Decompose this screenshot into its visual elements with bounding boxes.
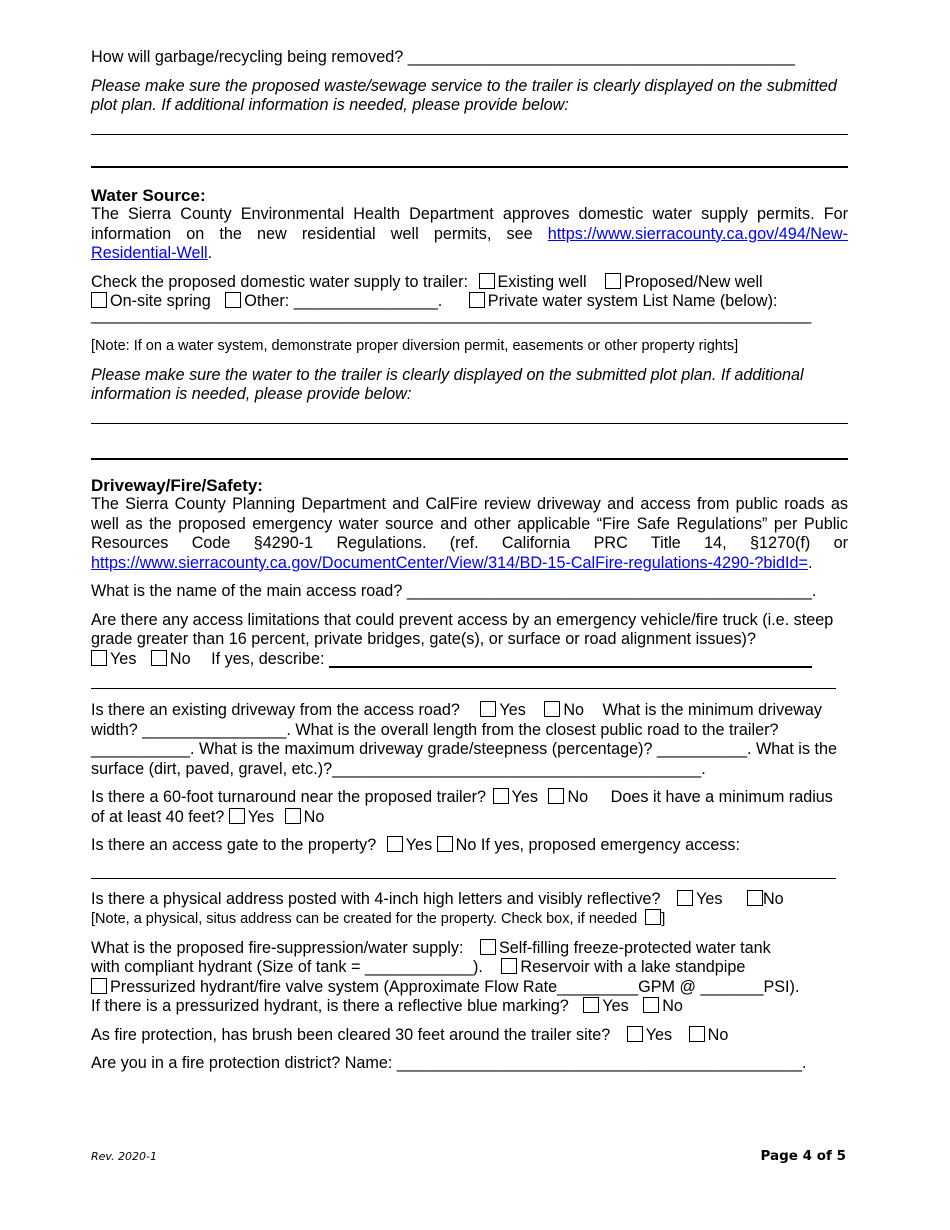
well-permit-link[interactable]: https://www.sierracounty.ca.gov/494/New-Residential-Well xyxy=(91,224,848,262)
limits-describe-line-2[interactable] xyxy=(91,688,836,689)
garbage-question: How will garbage/recycling being removed? ___________________________________________ xyxy=(91,48,795,66)
fire-suppression-row-3: Pressurized hydrant/fire valve system (Approximate Flow Rate_________GPM @ _______PSI). xyxy=(91,978,848,998)
address-needed-checkbox[interactable] xyxy=(645,909,661,925)
fire-district-question: Are you in a fire protection district? Name: _____________________________________________. xyxy=(91,1054,807,1072)
driveway-intro: The Sierra County Planning Department and CalFire review driveway and access from public roads as well as the proposed emergency water source and other applicable “Fire Safe Regulations” per Public Resources Code §4290-1 Regulations. (ref. California PRC Title 14, §1270(f) or https://www.sierracounty.ca.gov/DocumentCenter/View/314/BD-15-CalFire-regulations-4290-?bidId=. xyxy=(91,495,848,572)
driveway-heading: Driveway/Fire/Safety: xyxy=(91,475,263,495)
physical-address-question: Is there a physical address posted with 4-inch high letters and visibly reflective? Yes No xyxy=(91,889,784,908)
waste-answer-line-2[interactable] xyxy=(91,166,848,168)
turnaround-yes-checkbox[interactable] xyxy=(493,788,509,804)
revision-label: Rev. 2020-1 xyxy=(91,1150,157,1163)
limits-no-label: No xyxy=(169,649,191,668)
driveway-no-checkbox[interactable] xyxy=(544,701,560,717)
brush-yes-checkbox[interactable] xyxy=(627,1026,643,1042)
private-system-label: Private water system List Name (below): xyxy=(487,292,778,310)
brush-cleared-question: As fire protection, has brush been cleared 30 feet around the trailer site? Yes No xyxy=(91,1025,729,1044)
address-yes-checkbox[interactable] xyxy=(677,890,693,906)
limits-no-checkbox[interactable] xyxy=(151,650,167,666)
spring-label: On-site spring xyxy=(110,292,211,310)
driveway-yes-checkbox[interactable] xyxy=(480,701,496,717)
fire-suppression-question: What is the proposed fire-suppression/water supply: Self-filling freeze-protected water tank xyxy=(91,938,771,957)
gate-access-line[interactable] xyxy=(91,878,836,879)
limits-yes-label: Yes xyxy=(110,649,137,668)
address-note: [Note, a physical, situs address can be created for the property. Check box, if needed ] xyxy=(91,911,666,927)
driveway-yes-label: Yes xyxy=(499,701,526,719)
form-page xyxy=(91,48,848,1074)
radius-no-checkbox[interactable] xyxy=(285,808,301,824)
water-supply-row-1 xyxy=(91,273,848,293)
driveway-no-label: No xyxy=(563,701,585,719)
calfire-regulations-link[interactable]: https://www.sierracounty.ca.gov/DocumentCenter/View/314/BD-15-CalFire-regulations-4290-?bidId= xyxy=(91,553,808,572)
fire-suppression-row-2: with compliant hydrant (Size of tank = ____________). Reservoir with a lake standpipe xyxy=(91,958,746,976)
blue-no-checkbox[interactable] xyxy=(643,997,659,1013)
pressurized-hydrant-checkbox[interactable] xyxy=(91,978,107,994)
blue-yes-checkbox[interactable] xyxy=(583,997,599,1013)
water-plot-note: Please make sure the water to the trailer is clearly displayed on the submitted plot plan. If additional information is needed, please provide below: xyxy=(91,365,804,403)
new-well-checkbox[interactable] xyxy=(605,273,621,289)
new-well-label: Proposed/New well xyxy=(624,272,763,291)
blue-marking-question: If there is a pressurized hydrant, is there a reflective blue marking? Yes No xyxy=(91,997,683,1015)
water-intro: The Sierra County Environmental Health Department approves domestic water supply permits. For information on the new residential well permits, see https://www.sierracounty.ca.gov/494/New-Residential-Well. xyxy=(91,205,848,262)
other-label: Other: ________________. xyxy=(244,292,443,310)
water-check-label: Check the proposed domestic water supply to trailer: xyxy=(91,272,468,291)
access-gate-question: Is there an access gate to the property? Yes No If yes, proposed emergency access: xyxy=(91,836,741,854)
radius-yes-checkbox[interactable] xyxy=(229,808,245,824)
water-source-heading: Water Source: xyxy=(91,185,206,205)
reservoir-checkbox[interactable] xyxy=(501,958,517,974)
existing-well-label: Existing well xyxy=(497,272,587,291)
access-limitations-answer xyxy=(91,650,848,670)
turnaround-question: Is there a 60-foot turnaround near the proposed trailer? Yes No Does it have a minimum radius of at least 40 feet? Yes No xyxy=(91,788,833,826)
limits-yes-checkbox[interactable] xyxy=(91,650,107,666)
water-answer-line-1[interactable] xyxy=(91,423,848,424)
water-answer-line-2[interactable] xyxy=(91,458,848,460)
gate-yes-checkbox[interactable] xyxy=(387,836,403,852)
limits-describe-line[interactable] xyxy=(329,652,812,668)
gate-no-checkbox[interactable] xyxy=(437,836,453,852)
page-number: Page 4 of 5 xyxy=(760,1148,846,1164)
main-access-road-question: What is the name of the main access road? _____________________________________________. xyxy=(91,582,817,600)
waste-plot-note: Please make sure the proposed waste/sewage service to the trailer is clearly displayed on the submitted plot plan. If additional information is needed, please provide below: xyxy=(91,76,837,114)
existing-well-checkbox[interactable] xyxy=(479,273,495,289)
water-system-name-line[interactable]: ________________________________________________________________________________ xyxy=(91,305,812,324)
water-system-note: [Note: If on a water system, demonstrate proper diversion permit, easements or other property rights] xyxy=(91,338,739,354)
address-no-checkbox[interactable] xyxy=(747,890,763,906)
turnaround-no-checkbox[interactable] xyxy=(548,788,564,804)
if-yes-describe-label: If yes, describe: xyxy=(211,649,325,668)
brush-no-checkbox[interactable] xyxy=(689,1026,705,1042)
existing-driveway-question: Is there an existing driveway from the access road? Yes No What is the minimum driveway width? ________________. What is the overall length from the closest public road to the trailer? ___________. What is the maximum driveway grade/steepness (percentage)? __________. What is the surface (dirt, paved, gravel, etc.)?_________________________________________. xyxy=(91,701,837,778)
tank-checkbox[interactable] xyxy=(480,939,496,955)
access-limitations-question: Are there any access limitations that could prevent access by an emergency vehicle/fire truck (i.e. steep grade greater than 16 percent, private bridges, gate(s), or surface or road alignment issues)? xyxy=(91,610,834,648)
waste-answer-line-1[interactable] xyxy=(91,134,848,135)
